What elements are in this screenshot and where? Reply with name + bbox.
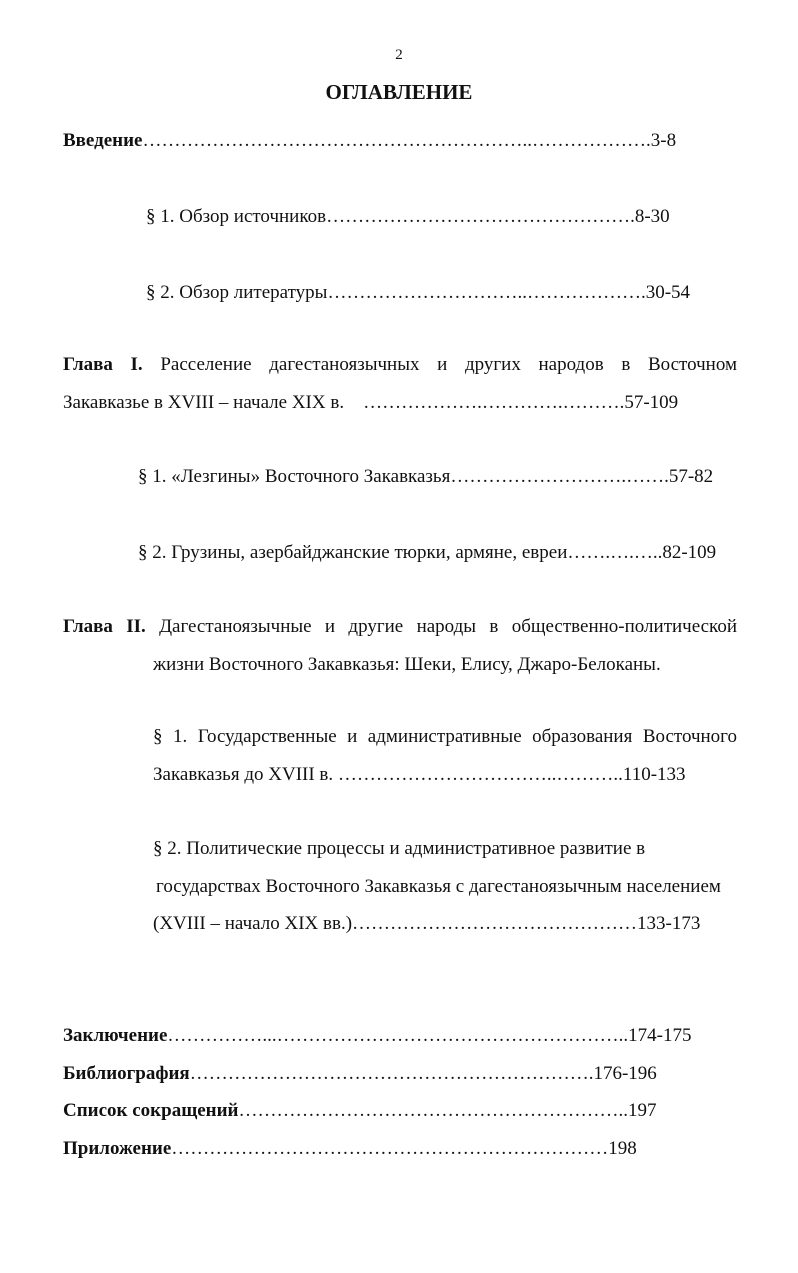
toc-leader-dots: ……………………………………………………..……………….	[142, 130, 651, 151]
toc-leader-dots: ……………...………………………………………………..	[167, 1025, 629, 1046]
toc-entry-appendix[interactable]	[63, 1138, 637, 1160]
toc-entry-bibliography[interactable]	[63, 1063, 657, 1085]
toc-leader-dots: ………………………………………	[352, 913, 638, 934]
toc-entry-state-formations-line2[interactable]	[153, 764, 686, 786]
toc-leader-dots: ………………………………………….	[326, 206, 635, 227]
toc-leader-dots: …….….…..	[567, 542, 663, 563]
toc-entry-label: Приложение	[63, 1138, 172, 1159]
toc-entry-conclusion[interactable]	[63, 1025, 692, 1047]
toc-entry-label: Библиография	[63, 1063, 190, 1084]
toc-page-range: 82-109	[662, 542, 717, 563]
toc-entry-political-processes-line1[interactable]: § 2. Политические процессы и административное развитие в	[153, 838, 646, 859]
toc-page-range: 30-54	[645, 282, 691, 303]
toc-leader-dots: …………………………..……………….	[327, 282, 646, 303]
toc-page-range: 110-133	[622, 764, 686, 785]
toc-entry-label: Заключение	[63, 1025, 168, 1046]
toc-page-range: 57-109	[624, 392, 679, 413]
toc-entry-intro[interactable]	[63, 130, 676, 152]
toc-page-range: 8-30	[634, 206, 670, 227]
toc-chapter-2-line1[interactable]	[63, 616, 737, 638]
toc-leader-dots: ……………….………….……….	[363, 392, 625, 413]
toc-leader-dots: ……………………….…….	[450, 466, 669, 487]
toc-entry-label: § 2. Грузины, азербайджанские тюрки, армяне, евреи	[138, 542, 568, 563]
toc-page-range: 198	[608, 1138, 637, 1159]
toc-page-range: 176-196	[593, 1063, 657, 1084]
toc-page-range: 133-173	[637, 913, 701, 934]
toc-entry-abbreviations[interactable]	[63, 1100, 657, 1122]
toc-entry-label: Введение	[63, 130, 143, 151]
toc-entry-state-formations-line1[interactable]: § 1. Государственные и административные образования Восточного	[153, 726, 737, 747]
toc-page-range: 197	[628, 1100, 657, 1121]
page-number: 2	[395, 47, 403, 63]
toc-entry-label: § 2. Обзор литературы	[146, 282, 328, 303]
toc-entry-lezgins[interactable]	[138, 466, 713, 488]
toc-chapter-1-line1[interactable]	[63, 354, 737, 376]
toc-entry-political-processes-line2[interactable]: государствах Восточного Закавказья с дагестаноязычным населением	[156, 876, 721, 897]
toc-page-range: 57-82	[668, 466, 714, 487]
toc-entry-label: § 1. «Лезгины» Восточного Закавказья	[138, 466, 451, 487]
chapter-label: Глава I.	[63, 354, 143, 375]
chapter-label: Глава II.	[63, 616, 146, 637]
toc-entry-georgians[interactable]	[138, 542, 716, 564]
page-title: ОГЛАВЛЕНИЕ	[325, 80, 473, 104]
chapter-title: Расселение дагестаноязычных и других народов в Восточном	[160, 354, 737, 375]
toc-page-range: 174-175	[628, 1025, 692, 1046]
toc-leader-dots: ……………………………..………..	[337, 764, 623, 785]
toc-leader-dots: ……………………………………………………….	[189, 1063, 594, 1084]
toc-leader-dots: ……………………………………………………..	[238, 1100, 629, 1121]
toc-entry-label: § 1. Обзор источников	[146, 206, 327, 227]
toc-page-range: 3-8	[650, 130, 677, 151]
toc-entry-label: Закавказья до XVIII в.	[153, 764, 334, 785]
toc-entry-label: Список сокращений	[63, 1100, 239, 1121]
toc-chapter-2-line2: жизни Восточного Закавказья: Шеки, Елису, Джаро-Белоканы.	[153, 654, 661, 675]
toc-leader-dots: ……………………………………………………………	[171, 1138, 609, 1159]
toc-entry-political-processes-line3[interactable]	[153, 913, 700, 935]
chapter-title-cont: Закавказье в XVIII – начале XIX в.	[63, 392, 345, 413]
toc-entry-label: (XVIII – начало XIX вв.)	[153, 913, 353, 934]
chapter-title: Дагестаноязычные и другие народы в общественно-политической	[159, 616, 737, 637]
spacer	[344, 392, 363, 413]
toc-entry-literature-review[interactable]	[146, 282, 690, 304]
toc-chapter-1-line2[interactable]	[63, 392, 678, 414]
toc-entry-sources-review[interactable]	[146, 206, 670, 228]
